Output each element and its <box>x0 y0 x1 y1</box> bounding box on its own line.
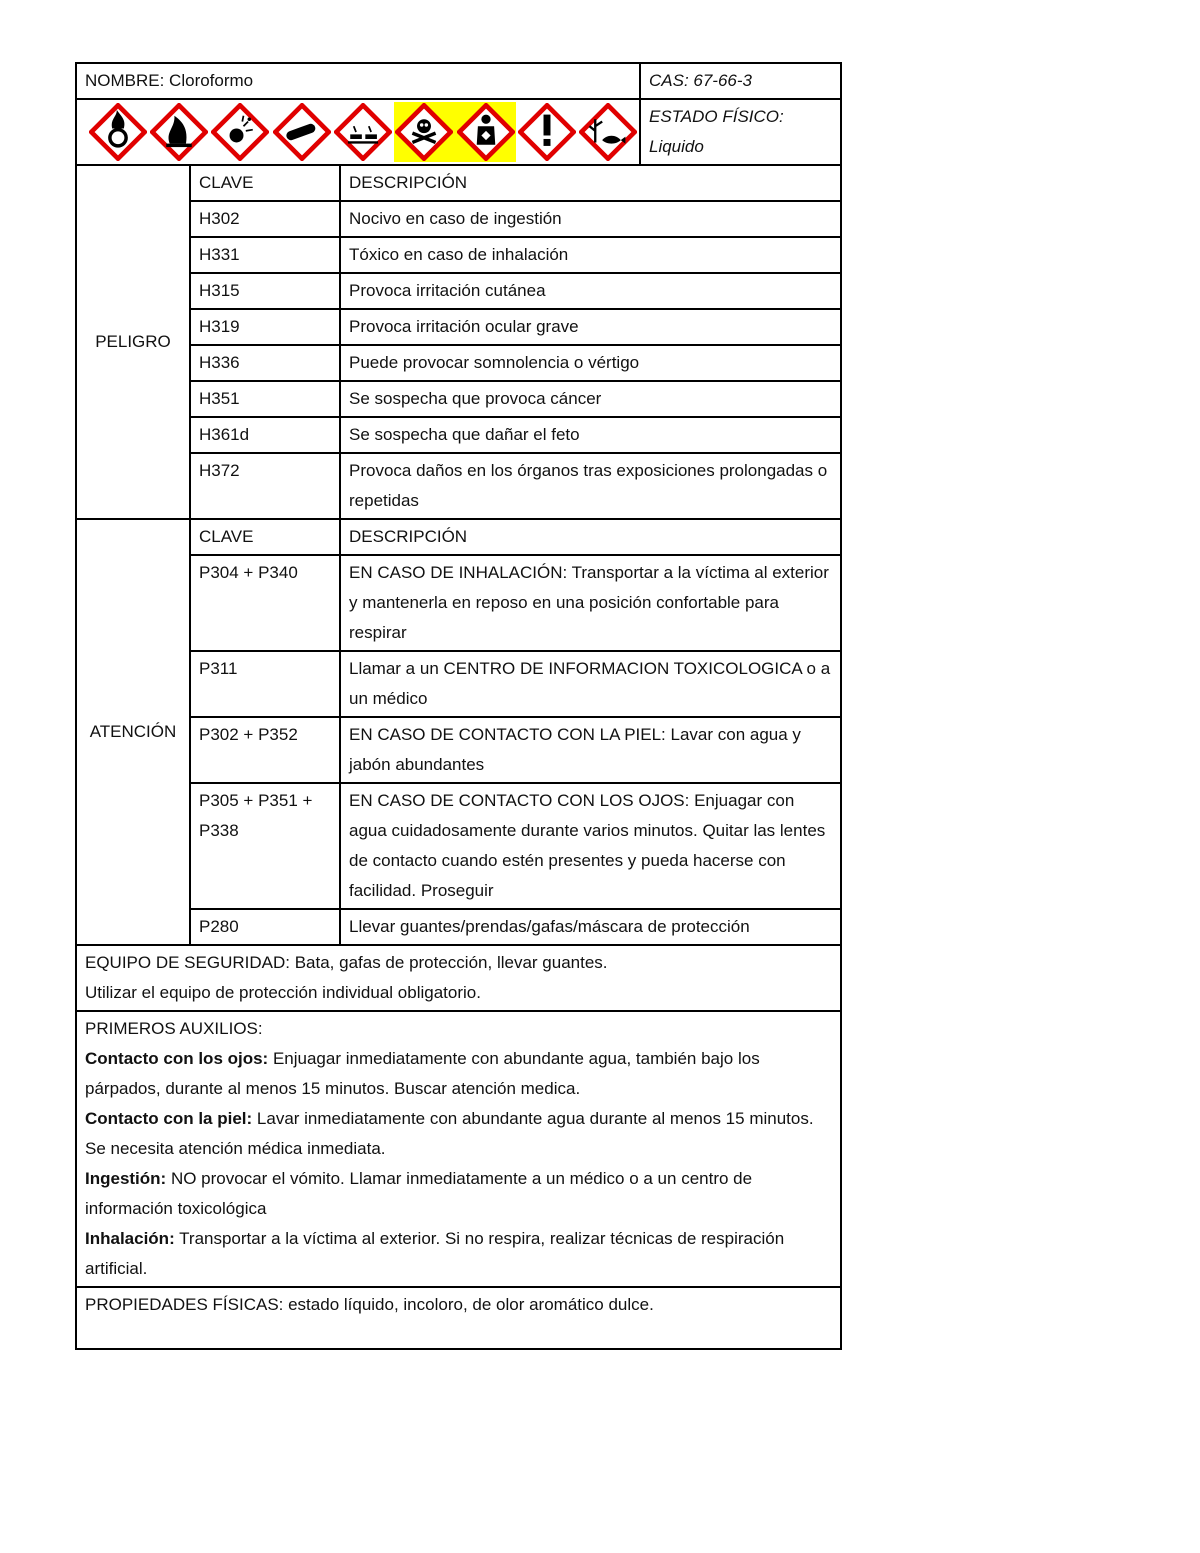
peligro-clave: H372 <box>190 453 340 519</box>
atencion-col-clave: CLAVE <box>190 519 340 555</box>
primeros-auxilios-item-text: NO provocar el vómito. Llamar inmediatamente a un médico o a un centro de información toxicológica <box>85 1169 753 1218</box>
peligro-descripcion: Provoca irritación ocular grave <box>340 309 841 345</box>
primeros-auxilios-item-label: Inhalación: <box>85 1229 175 1248</box>
peligro-col-descripcion: DESCRIPCIÓN <box>340 165 841 201</box>
atencion-descripcion: EN CASO DE CONTACTO CON LOS OJOS: Enjuagar con agua cuidadosamente durante varios minutos. Quitar las lentes de contacto cuando estén presentes y pueda hacerse con facilidad. Proseguir <box>340 783 841 909</box>
peligro-header-row <box>76 165 841 201</box>
atencion-col-descripcion: DESCRIPCIÓN <box>340 519 841 555</box>
estado-cell <box>640 99 841 165</box>
primeros-auxilios-item-label: Contacto con la piel: <box>85 1109 253 1128</box>
primeros-auxilios-cell <box>76 1011 841 1287</box>
atencion-row <box>76 909 841 945</box>
peligro-descripcion: Nocivo en caso de ingestión <box>340 201 841 237</box>
environment-dead-tree-fish-icon <box>578 102 639 162</box>
exploding-bomb-icon <box>210 102 271 162</box>
peligro-clave: H351 <box>190 381 340 417</box>
peligro-row <box>76 453 841 519</box>
safety-data-card <box>75 62 840 1350</box>
primeros-auxilios-title: PRIMEROS AUXILIOS: <box>85 1019 263 1038</box>
atencion-row <box>76 717 841 783</box>
primeros-auxilios-item-label: Ingestión: <box>85 1169 167 1188</box>
health-hazard-icon <box>455 102 516 162</box>
primeros-auxilios-item <box>85 1224 832 1284</box>
peligro-descripcion: Se sospecha que dañar el feto <box>340 417 841 453</box>
peligro-descripcion: Puede provocar somnolencia o vértigo <box>340 345 841 381</box>
peligro-row <box>76 201 841 237</box>
equipo-line-1: EQUIPO DE SEGURIDAD: Bata, gafas de protección, llevar guantes. <box>85 953 608 972</box>
primeros-auxilios-item-text: Enjuagar inmediatamente con abundante agua, también bajo los párpados, durante al menos 15 minutos. Buscar atención medica. <box>85 1049 760 1098</box>
atencion-header-row <box>76 519 841 555</box>
peligro-clave: H302 <box>190 201 340 237</box>
safety-table <box>75 62 842 1350</box>
peligro-clave: H315 <box>190 273 340 309</box>
pictogram-row <box>77 102 639 162</box>
primeros-auxilios-item <box>85 1104 832 1164</box>
cas-cell: CAS: 67-66-3 <box>640 63 841 99</box>
atencion-clave: P304 + P340 <box>190 555 340 651</box>
corrosion-icon <box>332 102 393 162</box>
primeros-auxilios-item <box>85 1164 832 1224</box>
estado-value: Liquido <box>649 137 704 156</box>
atencion-descripcion: EN CASO DE CONTACTO CON LA PIEL: Lavar con agua y jabón abundantes <box>340 717 841 783</box>
atencion-clave: P302 + P352 <box>190 717 340 783</box>
atencion-clave: P280 <box>190 909 340 945</box>
atencion-row <box>76 651 841 717</box>
peligro-row <box>76 237 841 273</box>
propiedades-cell <box>76 1287 841 1349</box>
peligro-clave: H331 <box>190 237 340 273</box>
peligro-row <box>76 309 841 345</box>
propiedades-text: PROPIEDADES FÍSICAS: estado líquido, incoloro, de olor aromático dulce. <box>85 1295 654 1314</box>
peligro-descripcion: Provoca irritación cutánea <box>340 273 841 309</box>
peligro-descripcion: Tóxico en caso de inhalación <box>340 237 841 273</box>
equipo-cell <box>76 945 841 1011</box>
flammable-flame-icon <box>148 102 209 162</box>
peligro-row <box>76 345 841 381</box>
pictograms-cell <box>76 99 640 165</box>
oxidizing-flame-over-circle-icon <box>87 102 148 162</box>
peligro-clave: H319 <box>190 309 340 345</box>
atencion-label: ATENCIÓN <box>76 519 190 945</box>
atencion-row <box>76 783 841 909</box>
peligro-clave: H336 <box>190 345 340 381</box>
atencion-clave: P305 + P351 + P338 <box>190 783 340 909</box>
peligro-row <box>76 381 841 417</box>
gas-cylinder-icon <box>271 102 332 162</box>
peligro-label: PELIGRO <box>76 165 190 519</box>
atencion-descripcion: Llevar guantes/prendas/gafas/máscara de protección <box>340 909 841 945</box>
equipo-line-2: Utilizar el equipo de protección individual obligatorio. <box>85 983 481 1002</box>
peligro-col-clave: CLAVE <box>190 165 340 201</box>
peligro-descripcion: Provoca daños en los órganos tras exposiciones prolongadas o repetidas <box>340 453 841 519</box>
estado-label: ESTADO FÍSICO: <box>649 107 784 126</box>
peligro-row <box>76 273 841 309</box>
skull-crossbones-icon <box>394 102 455 162</box>
primeros-auxilios-item-text: Transportar a la víctima al exterior. Si no respira, realizar técnicas de respiración artificial. <box>85 1229 785 1278</box>
nombre-cell: NOMBRE: Cloroformo <box>76 63 640 99</box>
peligro-clave: H361d <box>190 417 340 453</box>
atencion-row <box>76 555 841 651</box>
primeros-auxilios-item <box>85 1044 832 1104</box>
peligro-row <box>76 417 841 453</box>
primeros-auxilios-item-text: Lavar inmediatamente con abundante agua durante al menos 15 minutos. Se necesita atención médica inmediata. <box>85 1109 814 1158</box>
atencion-clave: P311 <box>190 651 340 717</box>
atencion-descripcion: Llamar a un CENTRO DE INFORMACION TOXICOLOGICA o a un médico <box>340 651 841 717</box>
exclamation-mark-icon <box>516 102 577 162</box>
primeros-auxilios-item-label: Contacto con los ojos: <box>85 1049 269 1068</box>
atencion-descripcion: EN CASO DE INHALACIÓN: Transportar a la víctima al exterior y mantenerla en reposo en una posición confortable para respirar <box>340 555 841 651</box>
peligro-descripcion: Se sospecha que provoca cáncer <box>340 381 841 417</box>
